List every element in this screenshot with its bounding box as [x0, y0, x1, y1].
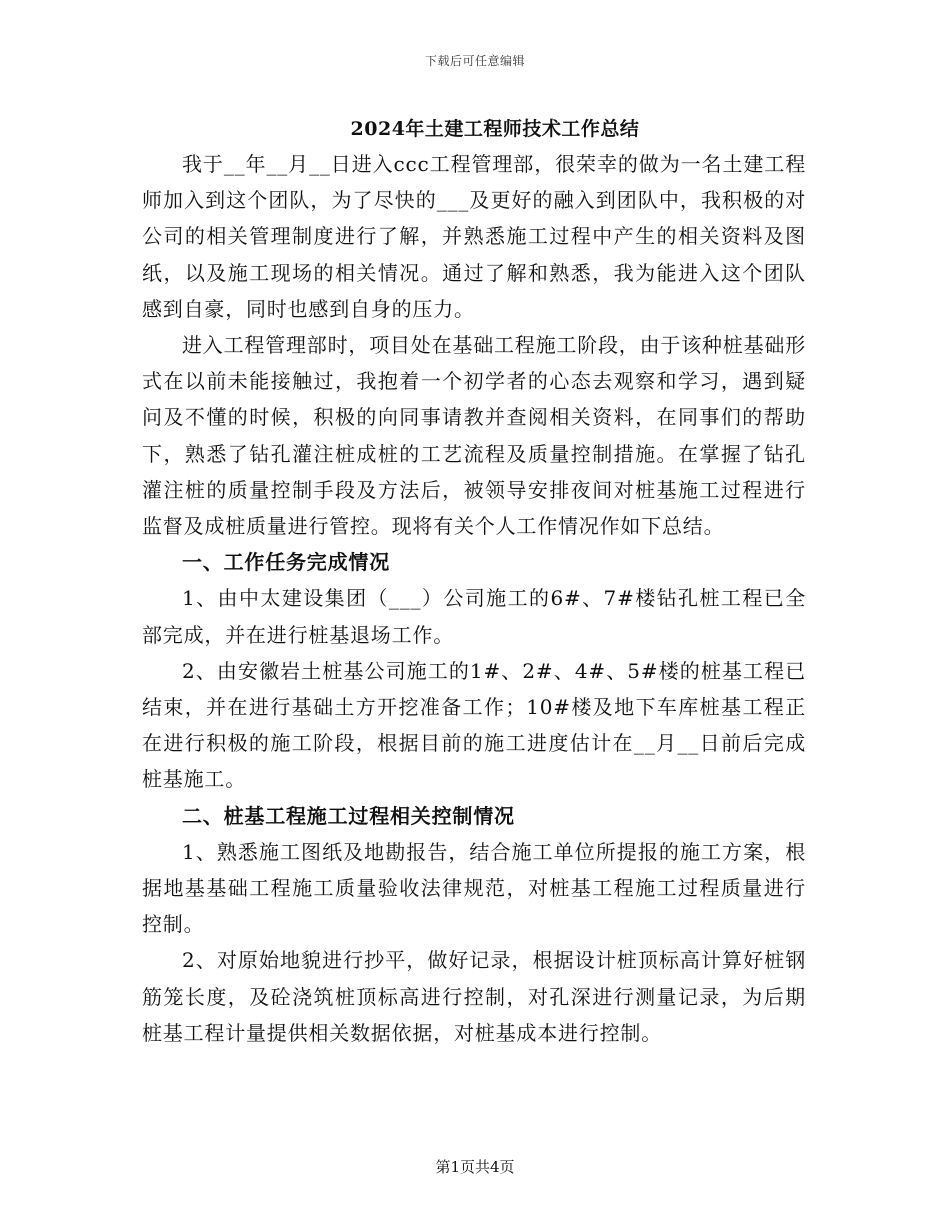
page-number: 第1页共4页 [435, 1158, 515, 1176]
paragraph-task-item-2: 2、由安徽岩土桩基公司施工的1#、2#、4#、5#楼的桩基工程已结束，并在进行基础土方开挖准备工作；10#楼及地下车库桩基工程正在进行积极的施工阶段，根据目前的施工进度估计在__月__日前后完成桩基施工。 [142, 658, 806, 792]
page-header-note: 下载后可任意编辑 [424, 54, 525, 68]
document-body [142, 146, 806, 1051]
section-heading-pile-control: 二、桩基工程施工过程相关控制情况 [182, 803, 515, 828]
paragraph-control-item-2: 2、对原始地貌进行抄平，做好记录，根据设计桩顶标高计算好桩钢筋笼长度，及砼浇筑桩顶标高进行控制，对孔深进行测量记录，为后期桩基工程计量提供相关数据依据，对桩基成本进行控制。 [142, 948, 806, 1045]
document-title: 2024年土建工程师技术工作总结 [350, 118, 640, 140]
paragraph-intro: 我于__年__月__日进入ccc工程管理部，很荣幸的做为一名土建工程师加入到这个团队，为了尽快的___及更好的融入到团队中，我积极的对公司的相关管理制度进行了解，并熟悉施工过程中产生的相关资料及图纸，以及施工现场的相关情况。通过了解和熟悉，我为能进入这个团队感到自豪，同时也感到自身的压力。 [142, 152, 806, 321]
paragraph-task-item-1: 1、由中太建设集团（___）公司施工的6#、7#楼钻孔桩工程已全部完成，并在进行桩基退场工作。 [142, 586, 806, 647]
paragraph-background: 进入工程管理部时，项目处在基础工程施工阶段，由于该种桩基础形式在以前未能接触过，我抱着一个初学者的心态去观察和学习，遇到疑问及不懂的时候，积极的向同事请教并查阅相关资料，在同事们的帮助下，熟悉了钻孔灌注桩成桩的工艺流程及质量控制措施。在掌握了钻孔灌注桩的质量控制手段及方法后，被领导安排夜间对桩基施工过程进行监督及成桩质量进行管控。现将有关个人工作情况作如下总结。 [142, 333, 806, 539]
section-heading-task-completion: 一、工作任务完成情况 [182, 550, 390, 575]
paragraph-control-item-1: 1、熟悉施工图纸及地勘报告，结合施工单位所提报的施工方案，根据地基基础工程施工质量验收法律规范，对桩基工程施工过程质量进行控制。 [142, 839, 806, 937]
